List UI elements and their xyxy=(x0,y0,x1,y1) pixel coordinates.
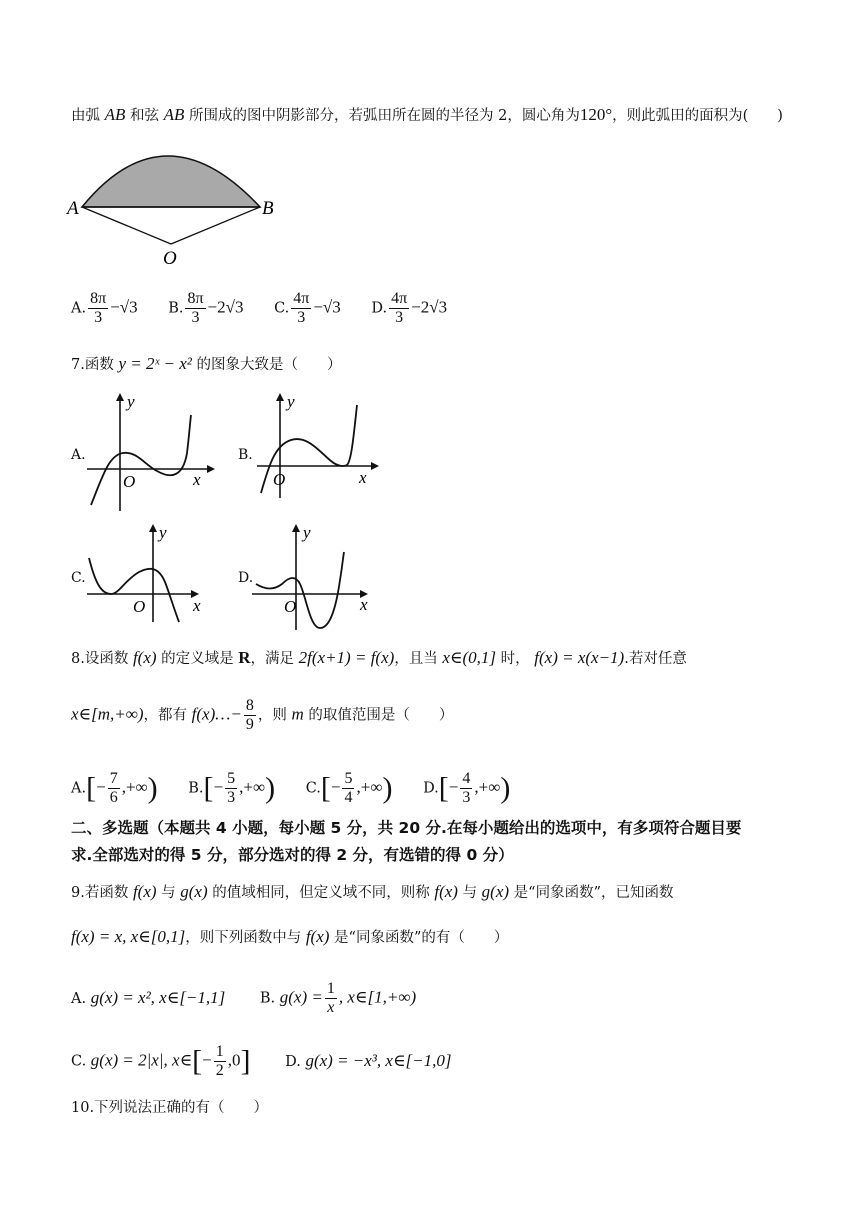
graph-c-label[interactable]: C. xyxy=(71,570,86,586)
svg-text:x: x xyxy=(193,470,201,489)
svg-text:O: O xyxy=(123,472,136,491)
svg-text:y: y xyxy=(127,393,135,411)
svg-text:O: O xyxy=(133,597,146,616)
graph-c[interactable] xyxy=(85,524,215,624)
q9-option-a[interactable]: A. g(x) = x², x∈[−1,1] xyxy=(71,987,226,1007)
q6-option-d[interactable]: D. $\frac{4\pi}{3}$ −2√3 xyxy=(371,290,448,326)
angle-value: 120° xyxy=(579,105,613,124)
graph-b-label[interactable]: B. xyxy=(238,447,253,463)
arc-field-figure xyxy=(60,130,290,270)
arc-ab: AB xyxy=(104,105,126,124)
q8-options xyxy=(71,770,536,807)
svg-text:y: y xyxy=(287,393,295,411)
q9-option-d[interactable]: D. g(x) = −x³, x∈[−1,0] xyxy=(285,1050,452,1070)
q9-options-row2 xyxy=(71,1043,478,1080)
svg-text:x: x xyxy=(360,595,368,614)
q6-option-c[interactable]: C. $\frac{4\pi}{3}$ −√3 xyxy=(274,290,341,326)
q8-option-b[interactable]: B.[− $\frac{5}{3}$ ,+∞) xyxy=(188,770,276,806)
q8-option-d[interactable]: D.[− $\frac{4}{3}$ ,+∞) xyxy=(423,770,511,806)
q6-stem: 由弧 AB 和弦 AB 所围成的图中阴影部分，若弧田所在圆的半径为 2，圆心角为120°，则此弧田的面积为( ) xyxy=(71,105,783,124)
q7-formula: y = 2ˣ − x² xyxy=(118,354,192,373)
graph-a-label[interactable]: A. xyxy=(71,447,86,463)
graph-b[interactable] xyxy=(255,393,385,513)
q6-options xyxy=(71,290,473,327)
point-b-label: B xyxy=(262,198,274,219)
graph-a[interactable] xyxy=(85,393,215,513)
svg-text:O: O xyxy=(273,470,286,489)
q7-stem: 7.函数 y = 2ˣ − x² 的图象大致是（ ） xyxy=(71,354,342,373)
q9-line1: 9.若函数 f(x) 与 g(x) 的值域相同，但定义域不同，则称 f(x) 与 g(x) 是“同象函数”，已知函数 xyxy=(71,882,674,901)
q6-option-b[interactable]: B. $\frac{8\pi}{3}$ −2√3 xyxy=(168,290,244,326)
point-a-label: A xyxy=(67,198,79,219)
q8-line1: 8.设函数 f(x) 的定义域是 R，满足 2f(x+1) = f(x)，且当 x∈(0,1] 时， f(x) = x(x−1).若对任意 xyxy=(71,648,687,667)
chord-ab: AB xyxy=(163,105,185,124)
q9-line2: f(x) = x, x∈[0,1]，则下列函数中与 f(x) 是“同象函数”的有（ ） xyxy=(71,927,509,946)
section-heading-line1: 二、多选题（本题共 4 小题，每小题 5 分，共 20 分.在每小题给出的选项中，有多项符合题目要 xyxy=(71,819,742,837)
graph-d-label[interactable]: D. xyxy=(238,570,254,586)
q6-option-a[interactable]: A. $\frac{8\pi}{3}$ −√3 xyxy=(71,290,138,326)
q8-option-c[interactable]: C.[− $\frac{5}{4}$ ,+∞) xyxy=(305,770,393,806)
graph-d[interactable] xyxy=(250,524,380,634)
q8-line2: x∈[m,+∞)，都有 f(x)…− $\frac{8}{9}$ ，则 m 的取值范围是（ ） xyxy=(71,697,454,733)
q10-stem: 10.下列说法正确的有（ ） xyxy=(71,1100,269,1116)
svg-text:x: x xyxy=(193,596,201,615)
svg-text:y: y xyxy=(303,524,311,542)
svg-text:y: y xyxy=(159,524,167,542)
svg-text:O: O xyxy=(284,597,297,616)
section-heading-line2: 求.全部选对的得 5 分，部分选对的得 2 分，有选错的得 0 分） xyxy=(71,846,514,864)
point-o-label: O xyxy=(163,248,177,269)
q8-option-a[interactable]: A.[− $\frac{7}{6}$ ,+∞) xyxy=(71,770,158,806)
q9-option-c[interactable]: C. g(x) = 2|x|, x∈[− $\frac{1}{2}$ ,0] xyxy=(71,1043,251,1079)
q9-option-b[interactable]: B. g(x) = $\frac{1}{x}$ , x∈[1,+∞) xyxy=(259,980,417,1016)
svg-text:x: x xyxy=(359,468,367,487)
q9-options-row1 xyxy=(71,980,442,1017)
